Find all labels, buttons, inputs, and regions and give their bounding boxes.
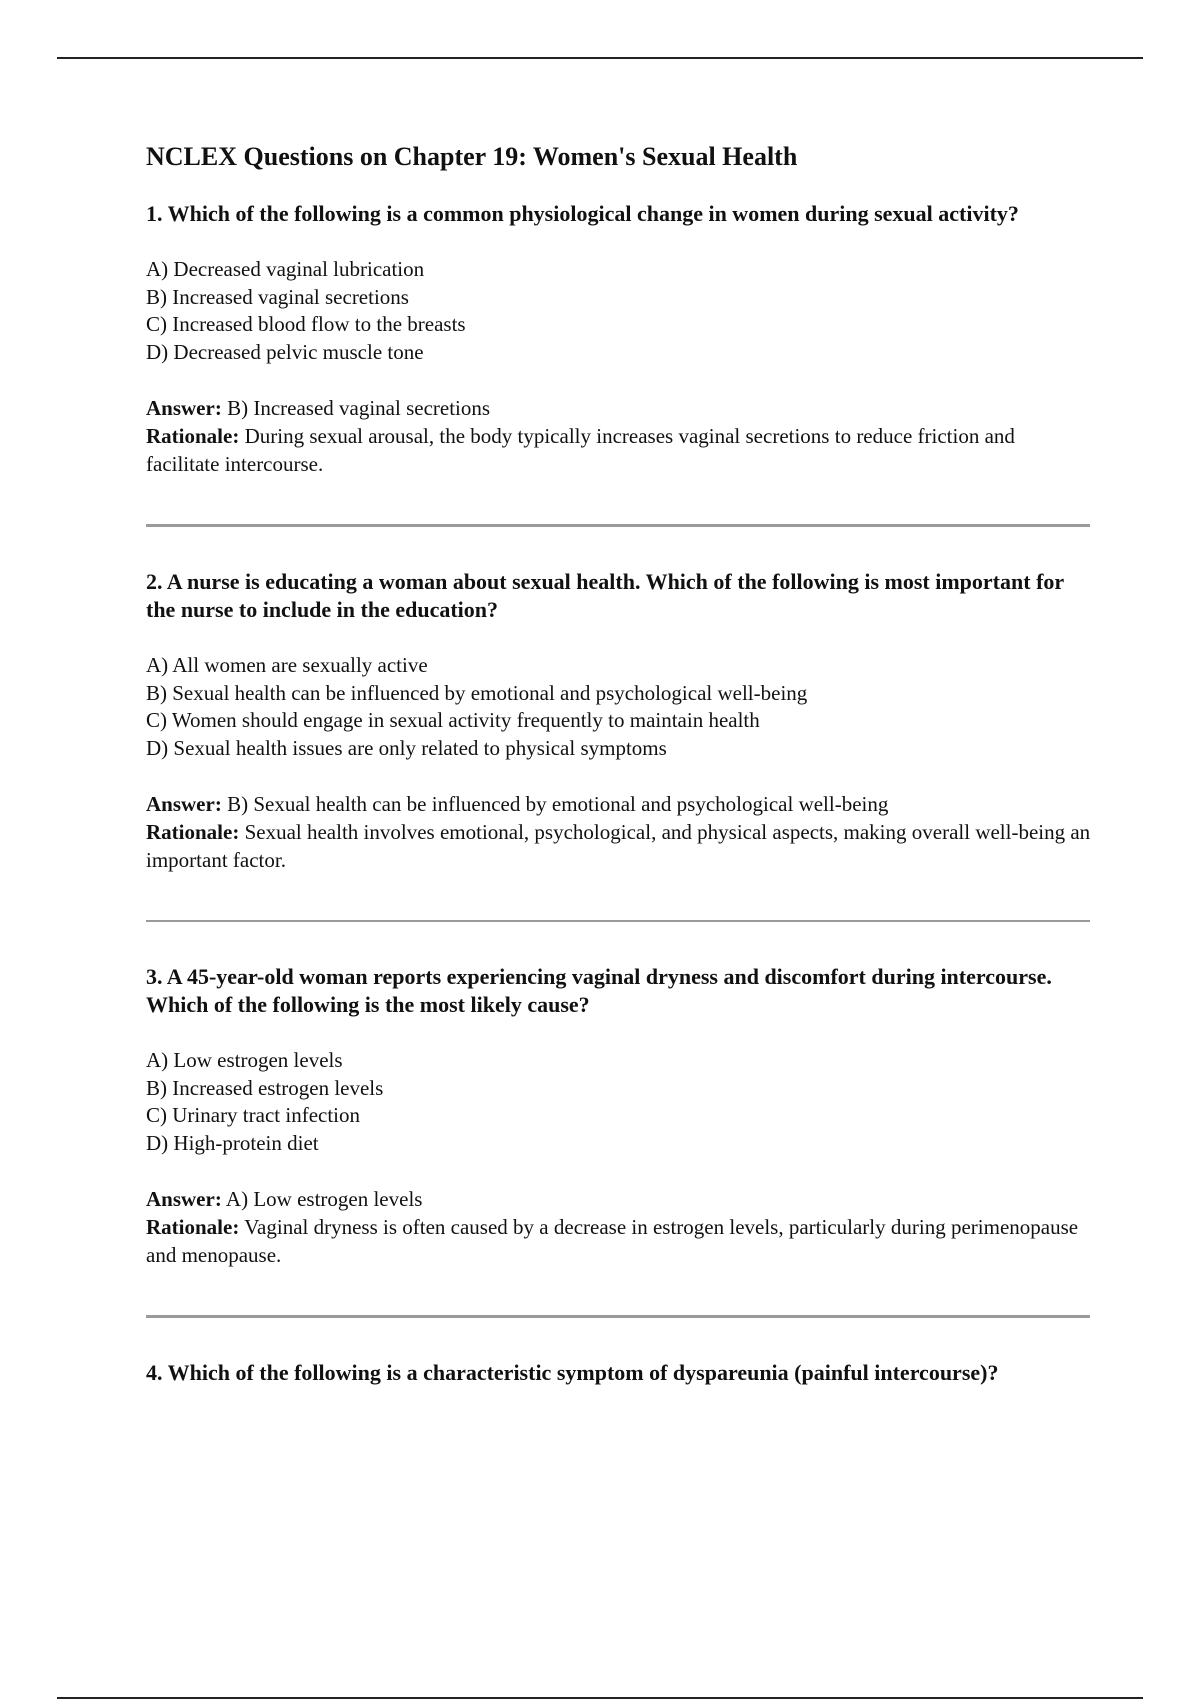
question-3 (146, 963, 1092, 1269)
answer-options (146, 1047, 1092, 1157)
question-text: 2. A nurse is educating a woman about sexual health. Which of the following is most important for the nurse to include in the education? (146, 569, 1064, 622)
answer-label: Answer: (146, 1187, 222, 1211)
option-d: D) Decreased pelvic muscle tone (146, 339, 424, 364)
option-a: A) All women are sexually active (146, 653, 428, 677)
option-c: C) Increased blood flow to the breasts (146, 312, 466, 336)
rationale-line (146, 818, 1092, 874)
page-title: NCLEX Questions on Chapter 19: Women's Sexual Health (146, 142, 798, 171)
answer-label: Answer: (146, 792, 222, 816)
document-body (146, 140, 1092, 1415)
rationale-label: Rationale: (146, 820, 240, 844)
option-d: D) Sexual health issues are only related to physical symptoms (146, 735, 667, 760)
rationale-label: Rationale: (146, 1215, 240, 1239)
question-separator (146, 524, 1090, 527)
option-b: B) Increased estrogen levels (146, 1075, 384, 1100)
question-text: 1. Which of the following is a common physiological change in women during sexual activity? (146, 201, 1019, 226)
answer-text: A) Low estrogen levels (225, 1187, 423, 1211)
question-text: 3. A 45-year-old woman reports experiencing vaginal dryness and discomfort during intercourse. Which of the following is the most likely cause? (146, 964, 1052, 1017)
option-a: A) Decreased vaginal lubrication (146, 257, 425, 281)
page-bottom-rule (57, 1697, 1143, 1699)
question-4 (146, 1359, 1092, 1387)
answer-line (146, 1185, 1092, 1213)
rationale-line (146, 422, 1092, 478)
answer-line (146, 394, 1092, 422)
answer-options (146, 256, 1092, 366)
rationale-line (146, 1213, 1092, 1269)
question-1 (146, 200, 1092, 478)
question-2 (146, 568, 1092, 874)
rationale-text: Sexual health involves emotional, psychological, and physical aspects, making overall well-being an important factor. (146, 820, 1091, 872)
option-a: A) Low estrogen levels (146, 1048, 343, 1072)
answer-text: B) Sexual health can be influenced by emotional and psychological well-being (227, 792, 889, 816)
question-separator (146, 1315, 1090, 1318)
option-b: B) Sexual health can be influenced by emotional and psychological well-being (146, 680, 808, 705)
page-top-rule (57, 57, 1143, 59)
rationale-text: Vaginal dryness is often caused by a decrease in estrogen levels, particularly during perimenopause and menopause. (146, 1215, 1079, 1267)
option-d: D) High-protein diet (146, 1130, 319, 1155)
answer-label: Answer: (146, 396, 222, 420)
question-separator (146, 920, 1090, 922)
option-c: C) Urinary tract infection (146, 1103, 360, 1127)
option-c: C) Women should engage in sexual activity frequently to maintain health (146, 708, 760, 732)
rationale-label: Rationale: (146, 424, 240, 448)
answer-line (146, 790, 1092, 818)
option-b: B) Increased vaginal secretions (146, 284, 409, 309)
answer-options (146, 652, 1092, 762)
answer-text: B) Increased vaginal secretions (227, 396, 491, 420)
rationale-text: During sexual arousal, the body typically increases vaginal secretions to reduce friction and facilitate intercourse. (146, 424, 1015, 476)
question-text: 4. Which of the following is a characteristic symptom of dyspareunia (painful intercourse)? (146, 1360, 999, 1385)
